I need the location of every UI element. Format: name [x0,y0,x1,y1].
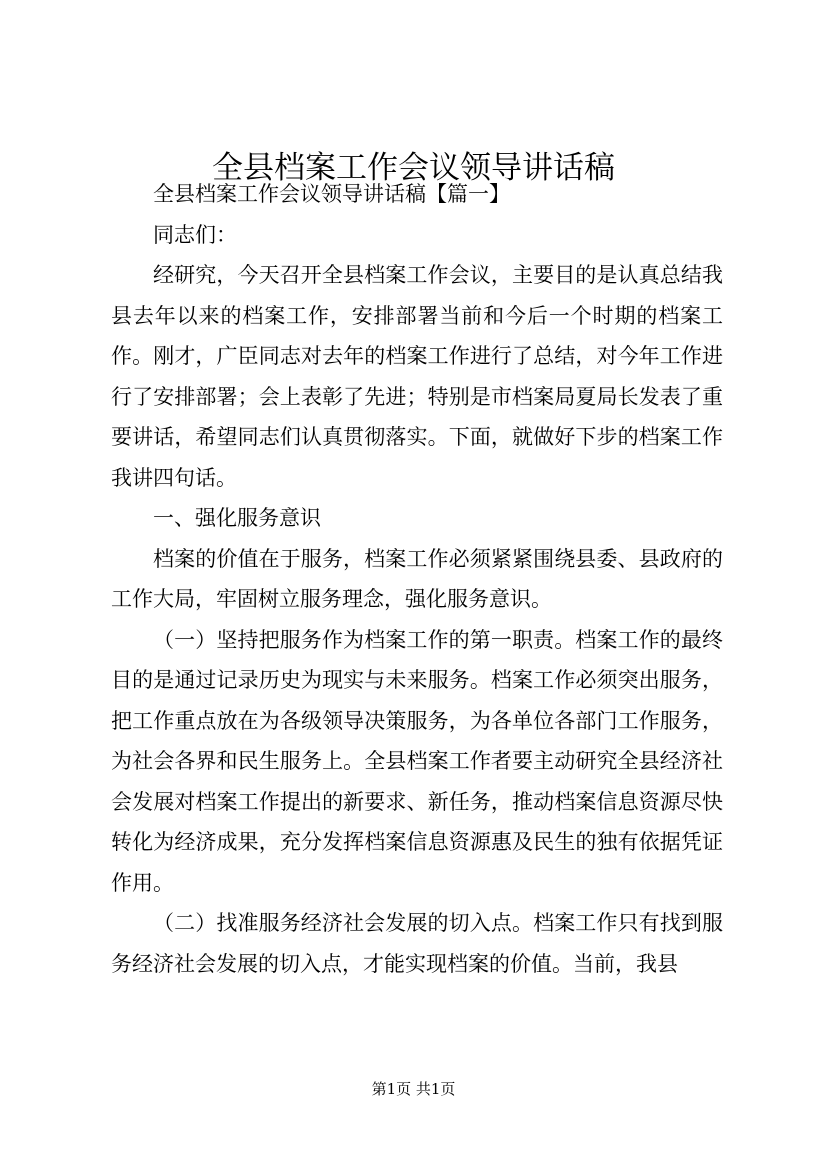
intro-paragraph: 经研究，今天召开全县档案工作会议，主要目的是认真总结我县去年以来的档案工作，安排部署当前和今后一个时期的档案工作。刚才，广臣同志对去年的档案工作进行了总结，对今年工作进行了安排部署；会上表彰了先进；特别是市档案局夏局长发表了重要讲话，希望同志们认真贯彻落实。下面，就做好下步的档案工作我讲四句话。 [111,263,723,490]
page-footer: 第1页 共1页 [371,1080,456,1098]
section-heading-service: 一、强化服务意识 [153,506,321,530]
document-body [111,174,723,984]
point-two-paragraph: （二）找准服务经济社会发展的切入点。档案工作只有找到服务经济社会发展的切入点，才能实现档案的价值。当前，我县 [111,911,723,976]
point-one-paragraph: （一）坚持把服务作为档案工作的第一职责。档案工作的最终目的是通过记录历史为现实与未来服务。档案工作必须突出服务，把工作重点放在为各级领导决策服务，为各单位各部门工作服务，为社会各界和民生服务上。全县档案工作者要主动研究全县经济社会发展对档案工作提出的新要求、新任务，推动档案信息资源尽快转化为经济成果，充分发挥档案信息资源惠及民生的独有依据凭证作用。 [111,627,723,895]
salutation: 同志们： [153,222,237,247]
section-heading-part-one: 全县档案工作会议领导讲话稿【篇一】 [153,182,510,206]
service-paragraph: 档案的价值在于服务，档案工作必须紧紧围绕县委、县政府的工作大局，牢固树立服务理念，强化服务意识。 [111,546,723,611]
document-title: 全县档案工作会议领导讲话稿 [212,150,615,186]
